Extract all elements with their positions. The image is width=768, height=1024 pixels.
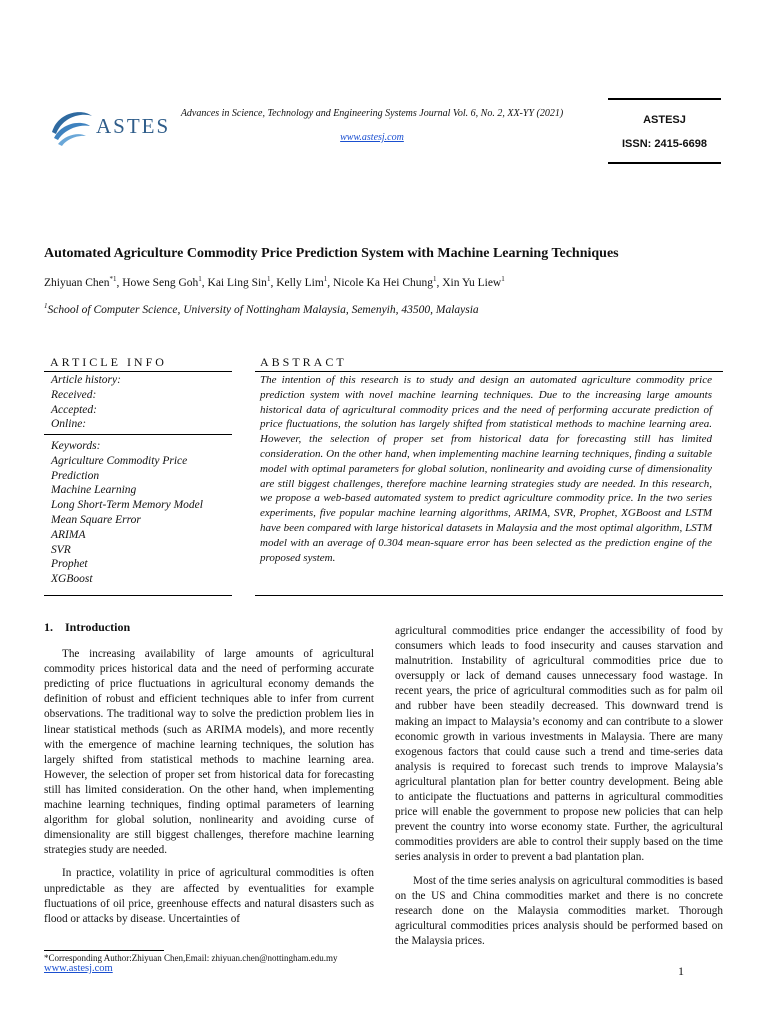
keyword-item: SVR (51, 543, 71, 556)
journal-url-link[interactable]: www.astesj.com (340, 132, 404, 143)
astes-logo (48, 102, 178, 152)
keyword-item: Keywords: (51, 440, 101, 452)
history-item: Accepted: (51, 403, 97, 416)
article-history-list (51, 373, 231, 432)
journal-id-box (608, 98, 721, 164)
paper-affiliation: $^1$School of Computer Science, University of Nottingham Malaysia, Semenyih, 43500, Malaysia (44, 302, 479, 316)
article-info-bottom-rule (44, 595, 232, 596)
keyword-item: Mean Square Error (51, 513, 141, 526)
article-info-top-rule (44, 371, 232, 372)
journal-issn: ISSN: 2415-6698 (622, 138, 707, 150)
logo-text: ASTES (96, 114, 171, 138)
body-paragraph: Most of the time series analysis on agricultural commodities is based on the US and China commodities market and there is no concrete research done on the Malaysia commodities market. Thorough agricultural commodities prices analysis should be performed based on the Malaysia prices. (395, 874, 723, 947)
history-item: Online: (51, 418, 87, 431)
page-number: 1 (678, 964, 684, 978)
keyword-item: ARIMA (51, 528, 86, 541)
body-right-column (395, 624, 723, 949)
body-paragraph: The increasing availability of large amounts of agricultural commodity prices historical data and the need of performing accurate predicting of price fluctuations in agricultural economy demands the definition of robust and efficient techniques able to infer from current observations. The traditional way to solve the prediction problem lies in linear statistical methods (such as ARIMA models), and more recently with the emergence of machine learning techniques, the solution has largely shifted from statistical methods to machine learning area. However, the selection of proper set from historical data for forecasting still has limited consideration. On the other hand, when implementing machine learning techniques, finding optimal parameters of learning algorithm for global solution, nonlinearity and avoiding curse of dimensionality are still biggest challenges, therefore machine learning strategies study are needed. (44, 648, 374, 857)
article-info-divider (44, 434, 232, 435)
keyword-item: Prediction (51, 469, 100, 482)
body-left-column (44, 620, 374, 927)
abstract-bottom-rule (255, 595, 723, 596)
keyword-item: XGBoost (51, 573, 93, 586)
keyword-item: Agriculture Commodity Price (51, 454, 188, 467)
abstract-heading: ABSTRACT (260, 355, 347, 369)
body-paragraph: In practice, volatility in price of agricultural commodities is often unpredictable as they are affected by eventualities for example fluctuations of oil price, greenhouse effects and natural disasters such as flood or attacks by disease. Uncertainties of (44, 867, 374, 925)
paper-title: Automated Agriculture Commodity Price Prediction System with Machine Learning Techniques (44, 246, 619, 261)
journal-abbrev: ASTESJ (643, 114, 686, 126)
footer-url-link[interactable]: www.astesj.com (44, 963, 113, 974)
abstract-text: The intention of this research is to study and design an automated agriculture commodity price prediction system with novel machine learning techniques. Due to the increasing large amounts historical data of agricultural commodity prices and the need of performing accurate prediction of price fluctuations, the solution has largely shifted from statistical methods to machine learning area. However, the selection of proper set from historical data for forecasting still has limited consideration. On the other hand, when implementing machine learning techniques, finding a suitable model with optimal parameters for global solution, nonlinearity and avoiding curse of dimensionality are still biggest challenges, therefore machine learning strategies study are needed. In this research, we propose a web-based automated system to predict agriculture commodity price. In the two series experiments, five popular machine learning algorithms, ARIMA, SVR, Prophet, XGBoost and LSTM have been compared with large historical datasets in Malaysia and the most optimal algorithm, LSTM model with an average of 0.304 mean-square error has been selected as the prediction engine of the proposed system. (260, 374, 712, 564)
keywords-list (51, 439, 231, 587)
keyword-item: Prophet (51, 558, 88, 571)
keyword-item: Machine Learning (51, 484, 137, 497)
paper-authors: Zhiyuan Chen$^{*1}$, Howe Seng Goh$^1$, Kai Ling Sin$^1$, Kelly Lim$^1$, Nicole Ka Hei Chung$^1$, Xin Yu Liew$^1$ (44, 275, 505, 289)
article-info-heading: ARTICLE INFO (50, 355, 167, 369)
journal-line: Advances in Science, Technology and Engineering Systems Journal Vol. 6, No. 2, XX-YY (2021) (180, 108, 564, 119)
history-item: Received: (51, 388, 97, 401)
section-heading-introduction: 1. Introduction (44, 620, 131, 634)
body-paragraph: agricultural commodities price endanger the accessibility of food by consumers which leads to food insecurity and causes starvation and malnutrition. Instability of agricultural commodities price due to oversupply or lack of demand causes unnecessary food wastage. In recent years, the price of agricultural commodities such as for palm oil and rubber have been steadily decreased. This downward trend is making an impact to Malaysia’s economy and can contribute to a slower economic growth in various investments in Malaysia. There are many exogenous factors that could cause such a trend and time-series data analysis is required to forecast such trends to improve Malaysia’s agricultural plantation plan for better country development. Being able to anticipate the fluctuations and patterns in agricultural commodities price will enable the government to propose new policies that can help prevent the country into worse economy state. Further, the agricultural commodities providers are able to control their supply based on the time series analysis in order to prevent a bad plantation plan. (395, 625, 723, 864)
astes-logo-swoosh-icon (48, 102, 96, 152)
keyword-item: Long Short-Term Memory Model (51, 499, 203, 512)
corresponding-author-footnote: *Corresponding Author:Zhiyuan Chen,Email: zhiyuan.chen@nottingham.edu.my (44, 953, 338, 963)
history-item: Article history: (51, 374, 121, 386)
footnote-rule (44, 950, 164, 951)
abstract-top-rule (255, 371, 723, 372)
